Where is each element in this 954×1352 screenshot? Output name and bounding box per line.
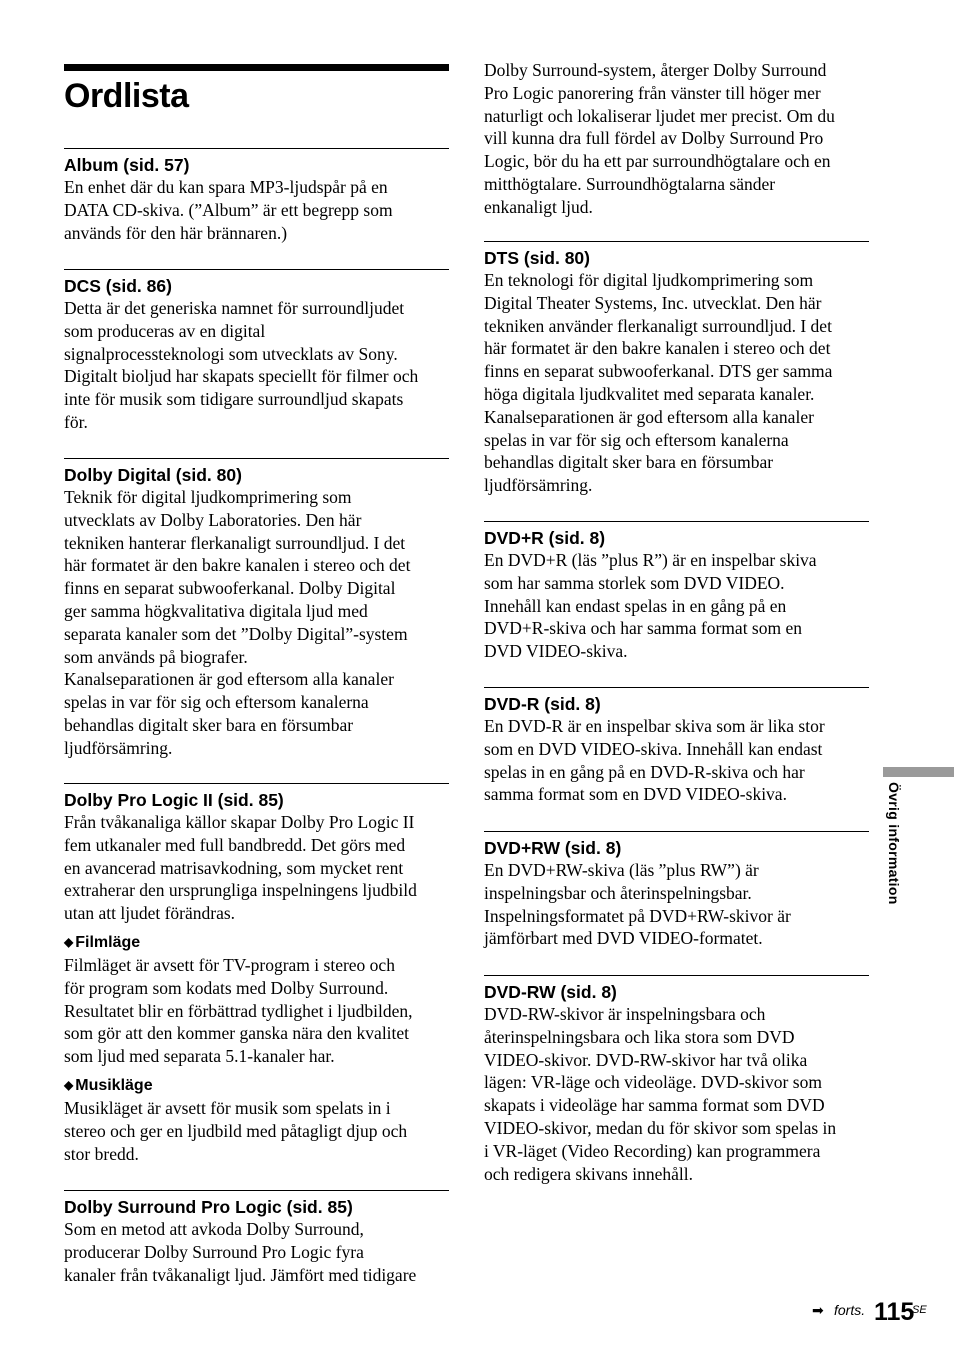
text-line: som gör att den kommer ganska nära den kvalitet (64, 1023, 410, 1044)
text-line: Filmläget är avsett för TV-program i stereo och (64, 954, 395, 975)
entry-heading: Album (sid. 57) (64, 155, 190, 175)
text-line: ger samma högkvalitativa digitala ljud med (64, 600, 368, 621)
text-line: En DVD-R är en inspelbar skiva som är lika stor (484, 716, 825, 736)
text-line: Musikläget är avsett för musik som spelats in i (64, 1097, 391, 1118)
entry-heading: Dolby Digital (sid. 80) (64, 465, 242, 485)
subheading-film-mode (64, 931, 449, 954)
text-line: extraherar den ursprungliga inspelningens ljudbild (64, 880, 417, 901)
text-line: Dolby Surround-system, återger Dolby Surround (484, 60, 827, 80)
text-line: En enhet där du kan spara MP3-ljudspår på en (64, 177, 388, 197)
text-line: DVD+R-skiva och har samma format som en (484, 618, 802, 639)
diamond-bullet-icon: ◆ (64, 934, 74, 949)
text-line: jämförbart med DVD VIDEO-formatet. (484, 928, 763, 949)
text-line: här formatet är den bakre kanalen i stereo och det (64, 555, 411, 576)
text-line: ljudförsämring. (64, 737, 173, 758)
section-tab-marker (883, 767, 954, 777)
text-line: En DVD+R (läs ”plus R”) är en inspelbar skiva (484, 550, 817, 570)
text-line: som produceras av en digital (64, 320, 266, 341)
entry-dolby-digital (64, 458, 449, 760)
text-line: tekniken använder flerkanaligt surroundljud. I det (484, 315, 832, 336)
title-rule (64, 64, 449, 71)
text-line: som en DVD VIDEO-skiva. Innehåll kan endast (484, 738, 823, 759)
text-line: samma format som en DVD VIDEO-skiva. (484, 784, 787, 805)
text-line: här formatet är den bakre kanalen i stereo och det (484, 338, 831, 359)
subheading-music-mode (64, 1074, 449, 1097)
text-line: för. (64, 411, 88, 432)
entry-body (64, 954, 449, 1068)
text-line: Detta är det generiska namnet för surroundljudet (64, 298, 405, 318)
text-line: vill kunna dra full fördel av Dolby Surround Pro (484, 128, 824, 149)
text-line: behandlas digitalt sker bara en försumbar (484, 452, 774, 473)
text-line: DVD VIDEO-skiva. (484, 641, 628, 662)
text-line: inspelningsbar och återinspelningsbar. (484, 882, 752, 903)
entry-body (64, 297, 449, 434)
section-side-label: Övrig information (886, 782, 902, 905)
text-line: Från tvåkanaliga källor skapar Dolby Pro Logic II (64, 812, 415, 832)
text-line: används för den här brännaren.) (64, 222, 288, 243)
page-footer (812, 1298, 942, 1330)
text-line: spelas in var för sig och eftersom kanalerna (484, 429, 789, 450)
text-line: Inspelningsformatet på DVD+RW-skivor är (484, 905, 791, 926)
text-line: kanaler från tvåkanaligt ljud. Jämfört med tidigare (64, 1264, 417, 1285)
entry-body (484, 549, 869, 663)
entry-heading: Dolby Pro Logic II (sid. 85) (64, 790, 284, 810)
continued-label: forts. (834, 1302, 866, 1318)
text-line: VIDEO-skivor, medan du för skivor som spelas in (484, 1117, 837, 1138)
entry-dolby-pro-logic-ii (64, 783, 449, 1165)
entry-heading: DVD-RW (sid. 8) (484, 982, 617, 1002)
text-line: ljudförsämring. (484, 475, 593, 496)
diamond-bullet-icon: ◆ (64, 1077, 74, 1092)
text-line: skapats i videoläge har samma format som DVD (484, 1095, 825, 1116)
text-line: Digital Theater Systems, Inc. utvecklat. Den här (484, 292, 822, 313)
text-line: DATA CD-skiva. (”Album” är ett begrepp som (64, 199, 393, 220)
entry-dvd-minus-r (484, 687, 869, 806)
entry-body (484, 59, 869, 219)
text-line: DVD-RW-skivor är inspelningsbara och (484, 1004, 766, 1024)
text-line: för program som kodats med Dolby Surround. (64, 977, 389, 998)
text-line: En DVD+RW-skiva (läs ”plus RW”) är (484, 860, 759, 880)
text-line: spelas in en gång på en DVD-R-skiva och har (484, 761, 805, 782)
entry-heading: DVD+RW (sid. 8) (484, 838, 622, 858)
text-line: stereo och ger en ljudbild med påtagligt djup och (64, 1120, 408, 1141)
text-line: Innehåll kan endast spelas in en gång på en (484, 595, 787, 616)
text-line: Kanalseparationen är god eftersom alla kanaler (64, 669, 394, 690)
text-line: En teknologi för digital ljudkomprimering som (484, 270, 814, 290)
text-line: enkanaligt ljud. (484, 196, 593, 217)
text-line: Som en metod att avkoda Dolby Surround, (64, 1219, 364, 1239)
text-line: höga digitala ljudkvalitet med separata kanaler. (484, 383, 815, 404)
text-line: signalprocessteknologi som utvecklats av Sony. (64, 343, 398, 364)
text-line: utan att ljudet förändras. (64, 903, 236, 924)
text-line: mitthögtalare. Surroundhögtalarna sänder (484, 173, 776, 194)
entry-body (64, 1097, 449, 1165)
text-line: en avancerad matrisavkodning, som mycket rent (64, 857, 404, 878)
text-line: återinspelningsbara och lika stora som DVD (484, 1026, 795, 1047)
entry-body (484, 859, 869, 950)
text-line: som har samma storlek som DVD VIDEO. (484, 572, 785, 593)
entry-surround-continued (484, 59, 869, 219)
text-line: naturligt och lokaliserar ljudet mer precist. Om du (484, 105, 835, 126)
entry-dvd-plus-r (484, 521, 869, 663)
text-line: inte för musik som tidigare surroundljud skapats (64, 389, 404, 410)
entry-heading: DVD-R (sid. 8) (484, 694, 601, 714)
entry-body (484, 269, 869, 497)
subheading-label: Musikläge (75, 1076, 153, 1094)
text-line: Kanalseparationen är god eftersom alla kanaler (484, 406, 814, 427)
entry-body (484, 715, 869, 806)
entry-dolby-surround-pro-logic (64, 1190, 449, 1286)
text-line: spelas in var för sig och eftersom kanalerna (64, 692, 369, 713)
entry-album (64, 148, 449, 244)
text-line: lägen: VR-läge och videoläge. DVD-skivor som (484, 1072, 822, 1093)
text-line: VIDEO-skivor. DVD-RW-skivor har två olika (484, 1049, 808, 1070)
text-line: stor bredd. (64, 1143, 139, 1164)
entry-dts (484, 241, 869, 497)
page-number: 115 (874, 1298, 915, 1326)
entry-body (64, 811, 449, 925)
continue-arrow-icon: ➡ (812, 1303, 824, 1319)
entry-dcs (64, 269, 449, 434)
entry-body (64, 486, 449, 760)
page-title: Ordlista (64, 77, 189, 115)
entry-dvd-minus-rw (484, 975, 869, 1185)
entry-body (484, 1003, 869, 1185)
text-line: behandlas digitalt sker bara en försumbar (64, 714, 354, 735)
entry-body (64, 1218, 449, 1286)
page-number-suffix: SE (912, 1304, 927, 1316)
text-line: Pro Logic panorering från vänster till höger mer (484, 82, 821, 103)
text-line: Digitalt bioljud har skapats speciellt för filmer och (64, 366, 419, 387)
text-line: och redigera skivans innehåll. (484, 1163, 693, 1184)
text-line: som ljud med separata 5.1-kanaler har. (64, 1046, 335, 1067)
entry-dvd-plus-rw (484, 831, 869, 950)
entry-heading: DVD+R (sid. 8) (484, 528, 606, 548)
text-line: finns en separat subwooferkanal. Dolby Digital (64, 578, 396, 599)
entry-heading: Dolby Surround Pro Logic (sid. 85) (64, 1197, 353, 1217)
text-line: tekniken hanterar flerkanaligt surroundljud. I det (64, 532, 406, 553)
text-line: utvecklats av Dolby Laboratories. Den här (64, 509, 362, 530)
text-line: producerar Dolby Surround Pro Logic fyra (64, 1241, 364, 1262)
subheading-label: Filmläge (75, 933, 141, 951)
text-line: separata kanaler som det ”Dolby Digital”-system (64, 623, 408, 644)
text-line: finns en separat subwooferkanal. DTS ger samma (484, 361, 833, 382)
text-line: Resultatet blir en förbättrad tydlighet i ljudbilden, (64, 1000, 413, 1021)
entry-body (64, 176, 449, 244)
text-line: i VR-läget (Video Recording) kan programmera (484, 1140, 821, 1161)
text-line: fem utkanaler med full bandbredd. Det görs med (64, 834, 406, 855)
text-line: Teknik för digital ljudkomprimering som (64, 487, 352, 507)
text-line: som används på biografer. (64, 646, 248, 667)
entry-heading: DTS (sid. 80) (484, 248, 590, 268)
entry-heading: DCS (sid. 86) (64, 276, 172, 296)
text-line: Logic, bör du ha ett par surroundhögtalare och en (484, 151, 831, 172)
